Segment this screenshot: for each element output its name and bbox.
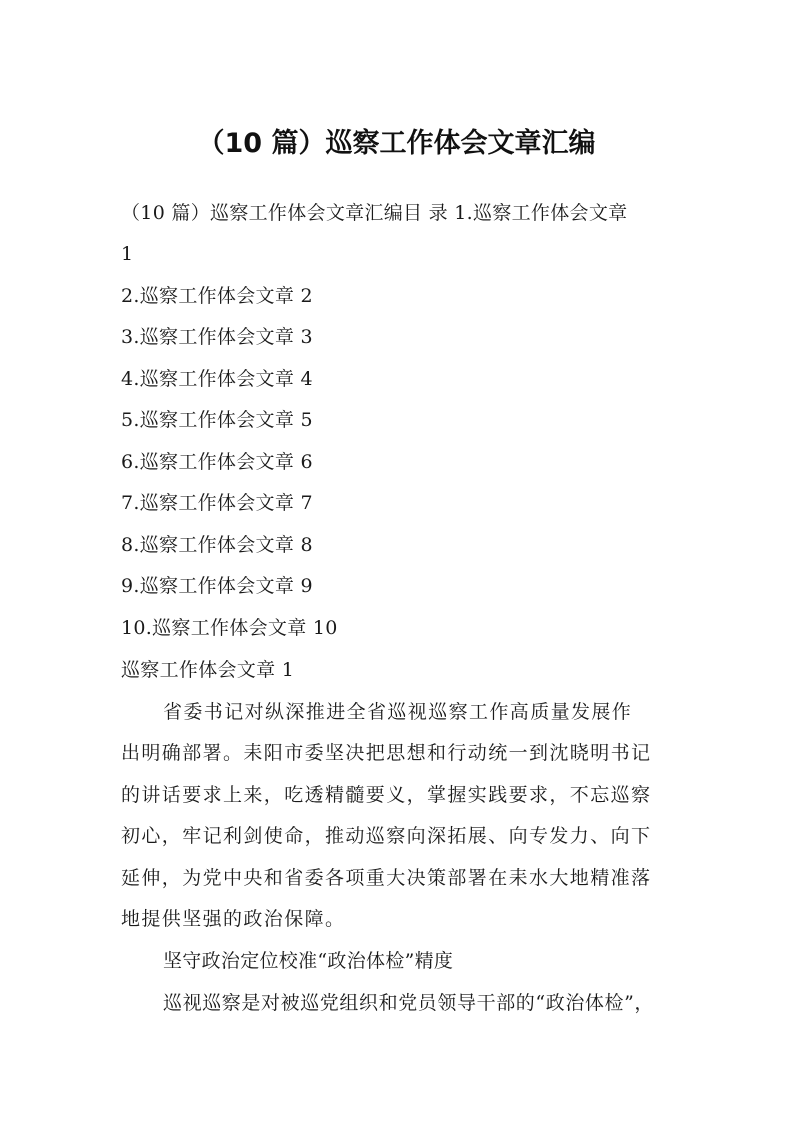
section-heading: 巡察工作体会文章 1 [121, 659, 295, 681]
paragraph-line: 省委书记对纵深推进全省巡视巡察工作高质量发展作 [163, 701, 633, 723]
toc-item: 2.巡察工作体会文章 2 [121, 285, 313, 307]
toc-item: 9.巡察工作体会文章 9 [121, 575, 313, 597]
paragraph-line: 延伸，为党中央和省委各项重大决策部署在耒水大地精准落 [121, 867, 652, 889]
toc-item: 8.巡察工作体会文章 8 [121, 534, 313, 556]
paragraph-line: 的讲话要求上来，吃透精髓要义，掌握实践要求，不忘巡察 [121, 784, 652, 806]
paragraph-line: 地提供坚强的政治保障。 [121, 908, 346, 930]
toc-item: 3.巡察工作体会文章 3 [121, 326, 313, 348]
toc-item: 7.巡察工作体会文章 7 [121, 492, 313, 514]
document-title: （10 篇）巡察工作体会文章汇编 [197, 128, 596, 159]
toc-intro-line: 1 [121, 243, 134, 265]
paragraph-line: 初心，牢记利剑使命，推动巡察向深拓展、向专发力、向下 [121, 825, 652, 847]
subheading: 坚守政治定位校准“政治体检”精度 [163, 950, 454, 972]
toc-item: 5.巡察工作体会文章 5 [121, 409, 313, 431]
paragraph-line: 巡视巡察是对被巡党组织和党员领导干部的“政治体检”， [163, 992, 655, 1014]
toc-intro-line: （10 篇）巡察工作体会文章汇编目 录 1.巡察工作体会文章 [121, 202, 628, 224]
paragraph-line: 出明确部署。耒阳市委坚决把思想和行动统一到沈晓明书记 [121, 742, 652, 764]
toc-item: 10.巡察工作体会文章 10 [121, 617, 338, 639]
toc-item: 6.巡察工作体会文章 6 [121, 451, 313, 473]
toc-item: 4.巡察工作体会文章 4 [121, 368, 313, 390]
